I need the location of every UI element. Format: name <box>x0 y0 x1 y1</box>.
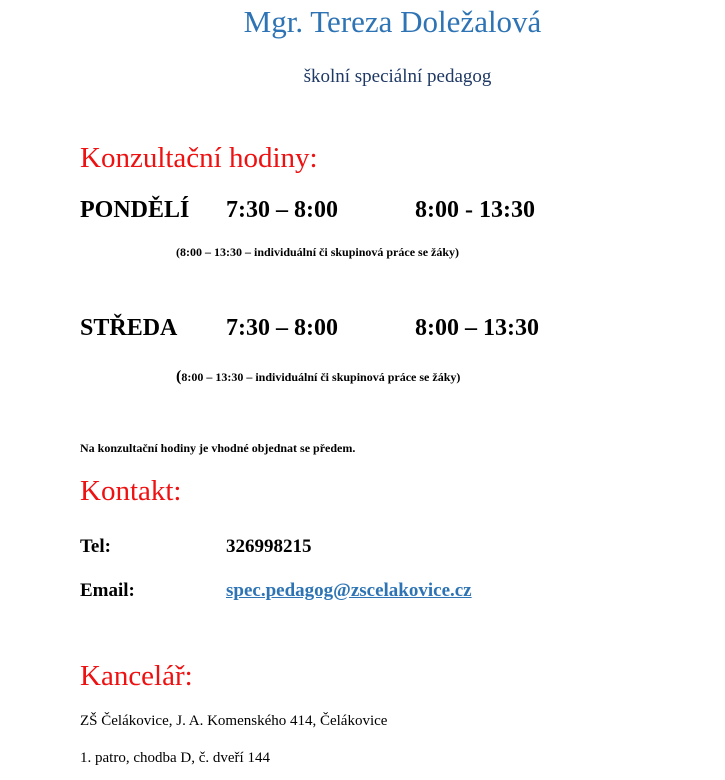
person-name: Mgr. Tereza Doležalová <box>243 4 542 39</box>
wednesday-day: STŘEDA <box>80 315 178 341</box>
email-label: Email: <box>80 580 135 601</box>
contact-heading: Kontakt: <box>80 475 182 507</box>
monday-time-1: 7:30 – 8:00 <box>226 197 338 223</box>
wednesday-note <box>176 368 460 386</box>
monday-note: (8:00 – 13:30 – individuální či skupinová práce se žáky) <box>176 245 460 259</box>
consultation-heading: Konzultační hodiny: <box>80 142 318 174</box>
monday-time-2: 8:00 - 13:30 <box>415 197 535 223</box>
office-address-line-2: 1. patro, chodba D, č. dveří 144 <box>80 750 270 766</box>
appointment-advice: Na konzultační hodiny je vhodné objednat se předem. <box>80 441 356 455</box>
tel-value: 326998215 <box>226 536 312 557</box>
monday-day: PONDĚLÍ <box>80 197 190 223</box>
office-address-line-1: ZŠ Čelákovice, J. A. Komenského 414, Čelákovice <box>80 713 388 729</box>
office-heading: Kancelář: <box>80 660 193 692</box>
wednesday-time-2: 8:00 – 13:30 <box>415 315 539 341</box>
wednesday-note-paren: ( <box>176 368 182 385</box>
wednesday-note-text: 8:00 – 13:30 – individuální či skupinová práce se žáky) <box>181 370 461 384</box>
email-link[interactable]: spec.pedagog@zscelakovice.cz <box>226 580 472 601</box>
wednesday-time-1: 7:30 – 8:00 <box>226 315 338 341</box>
tel-label: Tel: <box>80 536 111 557</box>
person-role: školní speciální pedagog <box>303 66 492 87</box>
